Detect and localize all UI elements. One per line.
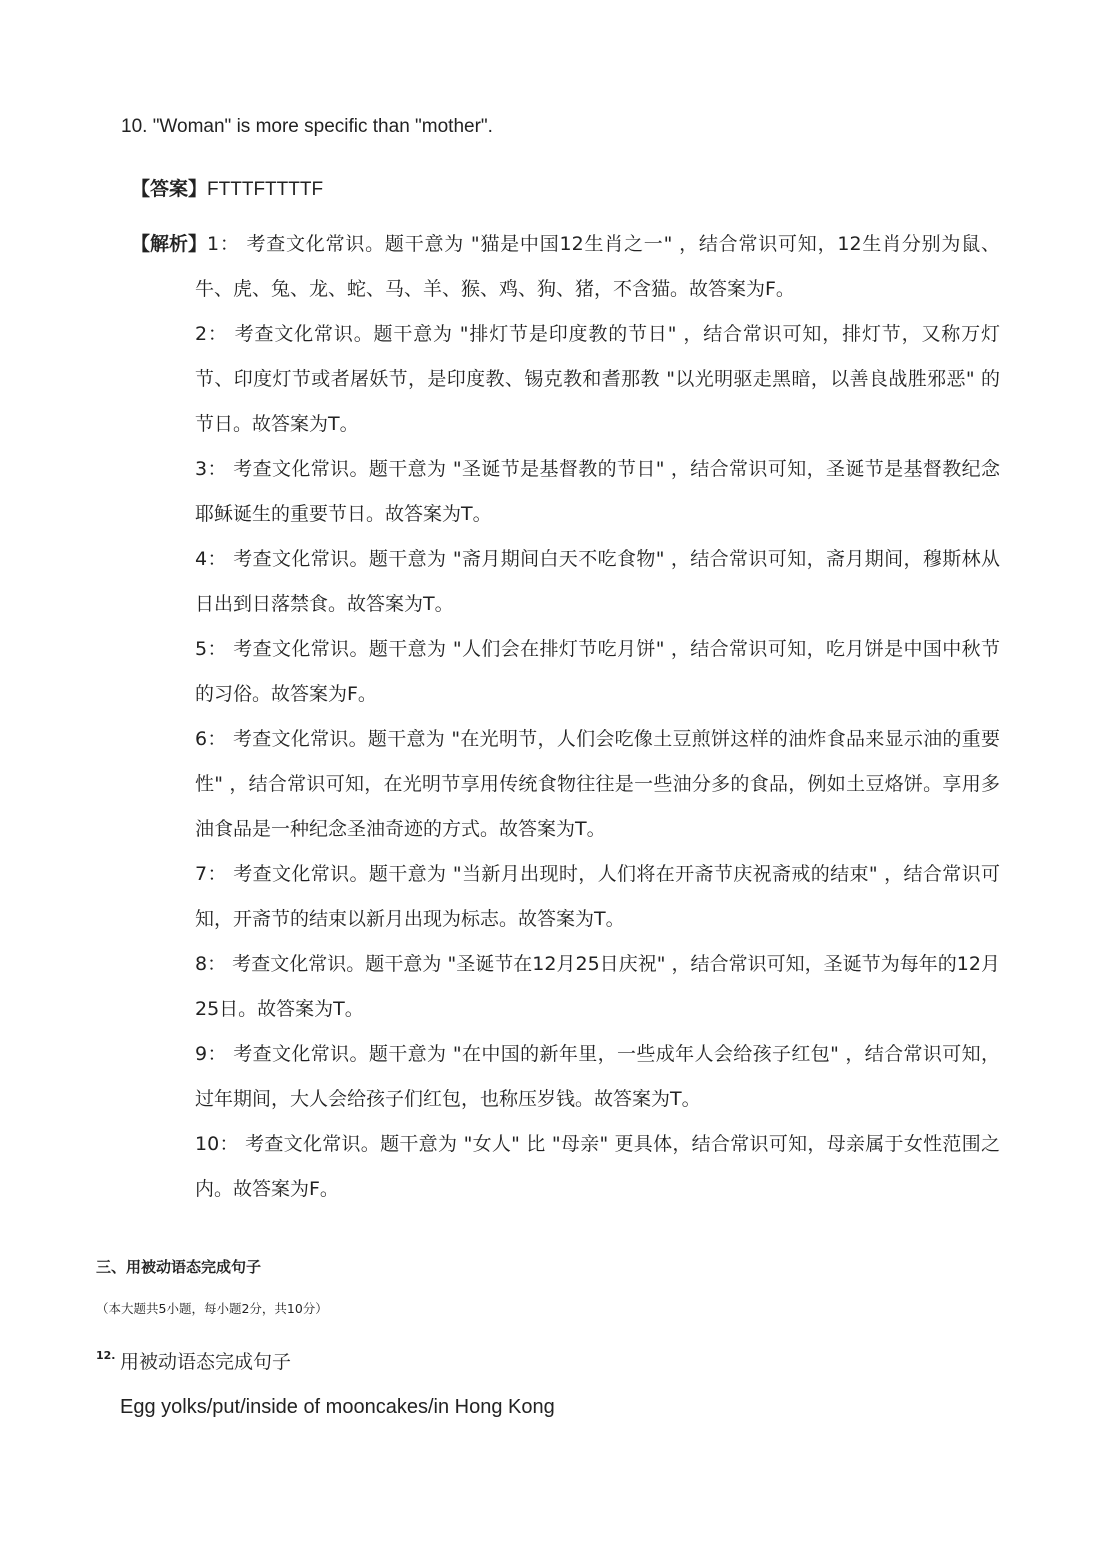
section-title: 三、用被动语态完成句子 (96, 1258, 262, 1276)
analysis-tag: 【解析】 (131, 233, 208, 255)
question-12-number: 12. (96, 1349, 116, 1362)
question-10-text: 10. "Woman" is more specific than "mother". (121, 116, 493, 137)
explanation-item-7: 7： 考查文化常识。题干意为 "当新月出现时，人们将在开斋节庆祝斋戒的结束" ，结合常识可知，开斋节的结束以新月出现为标志。故答案为T。 (195, 863, 1000, 930)
explanation-item-5: 5： 考查文化常识。题干意为 "人们会在排灯节吃月饼" ，结合常识可知，吃月饼是中国中秋节的习俗。故答案为F。 (195, 638, 1000, 705)
explanation-item-3: 3： 考查文化常识。题干意为 "圣诞节是基督教的节日" ，结合常识可知，圣诞节是基督教纪念耶稣诞生的重要节日。故答案为T。 (195, 458, 1000, 525)
explanation-item-6: 6： 考查文化常识。题干意为 "在光明节，人们会吃像土豆煎饼这样的油炸食品来显示油的重要性" ，结合常识可知，在光明节享用传统食物往往是一些油分多的食品，例如土豆烙饼。享用多油食品是一种纪念圣油奇迹的方式。故答案为T。 (195, 728, 1000, 840)
answer-tag: 【答案】 (131, 178, 208, 200)
explanation-item-1: 1： 考查文化常识。题干意为 "猫是中国12生肖之一" ，结合常识可知，12生肖分别为鼠、牛、虎、兔、龙、蛇、马、羊、猴、鸡、狗、猪，不含猫。故答案为F。 (195, 233, 1000, 300)
question-12-words: Egg yolks/put/inside of mooncakes/in Hong Kong (120, 1396, 555, 1418)
section-note: （本大题共5小题，每小题2分，共10分） (96, 1301, 328, 1316)
explanation-item-10: 10： 考查文化常识。题干意为 "女人" 比 "母亲" 更具体，结合常识可知，母亲属于女性范围之内。故答案为F。 (195, 1133, 1000, 1200)
answer-value: FTTTFTTTTF (207, 179, 324, 200)
explanation-item-4: 4： 考查文化常识。题干意为 "斋月期间白天不吃食物" ，结合常识可知，斋月期间，穆斯林从日出到日落禁食。故答案为T。 (195, 548, 1000, 615)
explanation-item-8: 8： 考查文化常识。题干意为 "圣诞节在12月25日庆祝" ，结合常识可知，圣诞节为每年的12月25日。故答案为T。 (195, 953, 1000, 1020)
explanation-item-9: 9： 考查文化常识。题干意为 "在中国的新年里，一些成年人会给孩子红包" ，结合常识可知，过年期间，大人会给孩子们红包，也称压岁钱。故答案为T。 (195, 1043, 1000, 1110)
answer-line (131, 176, 323, 203)
question-12-prompt: 用被动语态完成句子 (120, 1351, 292, 1373)
explanation-item-2: 2： 考查文化常识。题干意为 "排灯节是印度教的节日" ，结合常识可知，排灯节，又称万灯节、印度灯节或者屠妖节，是印度教、锡克教和耆那教 "以光明驱走黑暗，以善良战胜邪恶" 的节日。故答案为T。 (195, 323, 1000, 435)
